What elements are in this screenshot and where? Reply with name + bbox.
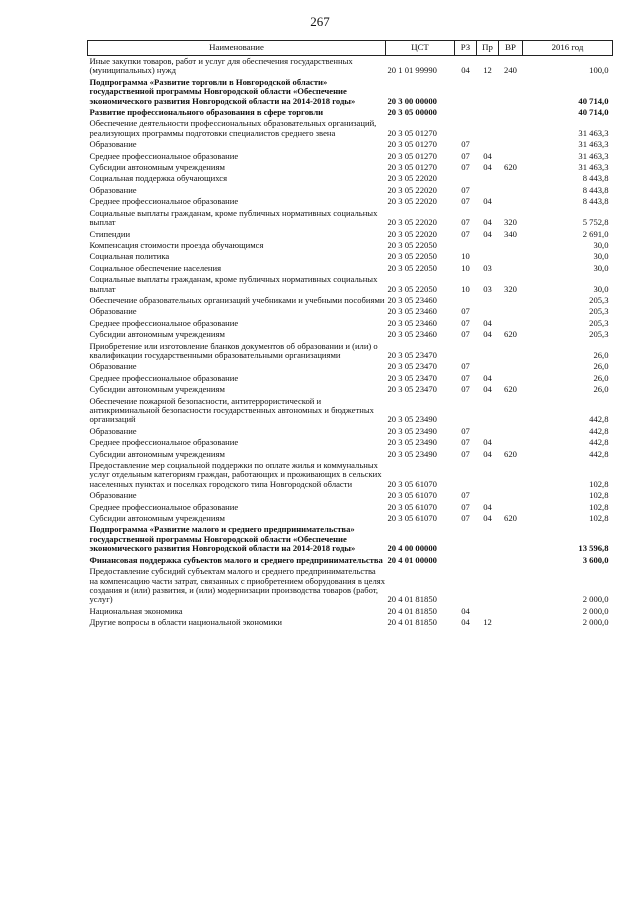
cell-name: Развитие профессионального образования в сфере торговли [89,107,324,118]
cell-val: 26,0 [593,361,609,372]
table-row [88,384,613,395]
cell-rz [455,173,477,184]
cell-vr [499,263,523,274]
cell-cst: 20 3 05 61070 [387,478,437,489]
cell-rz: 04 [461,617,470,628]
table-row [88,617,613,628]
cell-val: 30,0 [593,251,609,262]
cell-cst: 20 3 05 23490 [387,448,437,459]
cell-cst: 20 3 05 61070 [387,513,437,524]
cell-pr [477,173,499,184]
cell-cst: 20 3 05 23470 [387,384,437,395]
cell-vr [499,118,523,139]
cell-name: Подпрограмма «Развитие торговли в Новгородской области» государственной программы Новгородской области «Обеспечение экономического развития Новгородской области на 2014-2018 годы» [89,76,356,106]
cell-val: 8 443,8 [582,184,609,195]
cell-name: Образование [89,306,137,317]
cell-rz: 07 [461,361,470,372]
table-row [88,373,613,384]
table-row [88,437,613,448]
table-row [88,196,613,207]
cell-vr [499,341,523,362]
cell-vr [499,318,523,329]
cell-name: Приобретение или изготовление бланков документов об образовании и (или) о квалификации государственными образовательными организациями [89,340,378,360]
cell-cst: 20 3 05 01270 [387,139,437,150]
cell-name: Образование [89,361,137,372]
cell-cst: 20 3 05 23460 [387,317,437,328]
cell-rz [455,555,477,566]
cell-cst: 20 1 01 99990 [387,65,437,76]
cell-cst: 20 4 01 81850 [387,594,437,605]
cell-cst: 20 3 05 23490 [387,425,437,436]
cell-vr [499,306,523,317]
cell-val: 31 463,3 [578,162,609,173]
cell-cst: 20 3 05 22020 [387,184,437,195]
table-row [88,329,613,340]
cell-vr [499,77,523,107]
cell-val: 26,0 [593,372,609,383]
cell-rz: 07 [461,437,470,448]
cell-val: 26,0 [593,349,609,360]
table-row [88,566,613,606]
cell-rz: 10 [461,251,470,262]
cell-val: 30,0 [593,262,609,273]
cell-vr [499,566,523,606]
table-row [88,524,613,554]
cell-name: Обеспечение образовательных организаций учебниками и учебными пособиями [89,294,385,305]
cell-val: 442,8 [589,414,609,425]
cell-rz: 10 [461,283,470,294]
cell-rz: 07 [461,217,470,228]
cell-val: 205,3 [589,306,609,317]
cell-pr: 03 [483,262,492,273]
cell-name: Социальная политика [89,251,170,262]
cell-val: 205,3 [589,317,609,328]
cell-vr [499,437,523,448]
cell-cst: 20 4 01 81850 [387,605,437,616]
cell-rz: 07 [461,317,470,328]
cell-pr [477,524,499,554]
table-row [88,606,613,617]
cell-rz [455,240,477,251]
cell-name: Образование [89,184,137,195]
table-row [88,306,613,317]
cell-val: 442,8 [589,425,609,436]
cell-name: Предоставление мер социальной поддержки по оплате жилья и коммунальных услуг отдельным категориям граждан, работающих и проживающих в сельских населенных пунктах и поселках городского типа Новгородской области [89,460,382,489]
cell-pr [477,606,499,617]
table-row [88,426,613,437]
cell-vr [499,606,523,617]
cell-pr [477,341,499,362]
table-row [88,341,613,362]
cell-vr: 620 [504,329,517,340]
cell-pr [477,426,499,437]
table-row [88,449,613,460]
cell-rz: 10 [461,262,470,273]
cell-name: Национальная экономика [89,605,183,616]
cell-val: 102,8 [589,501,609,512]
cell-rz: 07 [461,228,470,239]
cell-rz: 07 [461,329,470,340]
cell-pr [477,555,499,566]
cell-rz [455,295,477,306]
cell-cst: 20 3 05 22020 [387,173,437,184]
cell-pr [477,566,499,606]
cell-cst: 20 3 05 22020 [387,217,437,228]
header-pr: Пр [477,41,499,56]
cell-name: Образование [89,139,137,150]
cell-cst: 20 3 05 23490 [387,414,437,425]
table-row [88,56,613,77]
cell-name: Среднее профессиональное образование [89,317,239,328]
table-body [88,56,613,629]
cell-pr: 04 [483,372,492,383]
cell-name: Субсидии автономным учреждениям [89,513,225,524]
cell-name: Субсидии автономным учреждениям [89,384,225,395]
table-row [88,274,613,295]
cell-val: 2 000,0 [582,605,609,616]
header-name: Наименование [88,41,386,56]
cell-vr [499,555,523,566]
cell-pr: 04 [483,317,492,328]
cell-pr [477,251,499,262]
cell-pr [477,185,499,196]
budget-table [87,40,613,629]
cell-val: 8 443,8 [582,196,609,207]
cell-name: Среднее профессиональное образование [89,372,239,383]
cell-pr [477,77,499,107]
cell-vr [499,173,523,184]
table-row [88,502,613,513]
cell-cst: 20 3 05 23460 [387,306,437,317]
cell-pr [477,139,499,150]
cell-cst: 20 3 05 61070 [387,490,437,501]
cell-rz: 07 [461,306,470,317]
table-row [88,460,613,490]
cell-pr [477,396,499,426]
table-row [88,162,613,173]
cell-val: 5 752,8 [582,217,609,228]
cell-pr [477,361,499,372]
cell-pr: 04 [483,217,492,228]
cell-name: Субсидии автономным учреждениям [89,329,225,340]
cell-name: Субсидии автономным учреждениям [89,162,225,173]
table-row [88,139,613,150]
cell-vr [499,490,523,501]
cell-pr: 04 [483,162,492,173]
cell-cst: 20 3 05 22050 [387,251,437,262]
cell-name: Социальное обеспечение населения [89,262,222,273]
cell-name: Предоставление субсидий субъектам малого и среднего предпринимательства на компенсацию части затрат, связанных с приобретением оборудования в целях создания и (или) развития, и (или) модернизации производства товаров (работ, услуг) [89,566,386,605]
cell-vr: 340 [504,228,517,239]
cell-vr [499,151,523,162]
cell-val: 26,0 [593,384,609,395]
cell-val: 102,8 [589,513,609,524]
cell-val: 31 463,3 [578,139,609,150]
cell-val: 100,0 [589,65,609,76]
cell-cst: 20 3 05 23460 [387,294,437,305]
table-row [88,229,613,240]
cell-pr: 04 [483,501,492,512]
cell-rz: 07 [461,448,470,459]
cell-cst: 20 3 05 01270 [387,162,437,173]
cell-vr [499,426,523,437]
table-row [88,318,613,329]
cell-pr [477,306,499,317]
cell-vr: 320 [504,217,517,228]
cell-vr: 620 [504,162,517,173]
cell-cst: 20 3 05 22050 [387,239,437,250]
cell-vr [499,251,523,262]
cell-rz [455,341,477,362]
cell-rz: 07 [461,150,470,161]
cell-vr [499,361,523,372]
cell-name: Обеспечение деятельности профессиональных образовательных организаций, реализующих программы подготовки специалистов среднего звена [89,118,377,138]
table-row [88,208,613,229]
cell-rz: 07 [461,184,470,195]
table-row [88,555,613,566]
cell-cst: 20 4 01 81850 [387,617,437,628]
table-row [88,107,613,118]
cell-vr [499,185,523,196]
cell-pr: 12 [483,65,492,76]
cell-cst: 20 3 05 23490 [387,437,437,448]
cell-val: 102,8 [589,478,609,489]
cell-cst: 20 3 05 22020 [387,228,437,239]
cell-rz: 07 [461,425,470,436]
cell-rz: 07 [461,501,470,512]
cell-name: Среднее профессиональное образование [89,501,239,512]
cell-name: Среднее профессиональное образование [89,437,239,448]
cell-cst: 20 3 05 23470 [387,372,437,383]
cell-val: 31 463,3 [578,127,609,138]
cell-name: Другие вопросы в области национальной экономики [89,617,282,628]
cell-rz [455,566,477,606]
cell-val: 102,8 [589,490,609,501]
cell-rz: 07 [461,372,470,383]
table-row [88,173,613,184]
cell-vr [499,617,523,628]
table-header-row [88,41,613,56]
cell-vr [499,196,523,207]
cell-vr [499,139,523,150]
table-row [88,295,613,306]
cell-val: 13 596,8 [578,543,609,554]
table-row [88,396,613,426]
cell-pr [477,490,499,501]
cell-val: 30,0 [593,283,609,294]
cell-name: Финансовая поддержка субъектов малого и среднего предпринимательства [89,554,383,565]
cell-vr: 320 [504,283,517,294]
cell-rz [455,524,477,554]
table-row [88,240,613,251]
cell-val: 442,8 [589,448,609,459]
cell-rz: 04 [461,65,470,76]
header-vr: ВР [499,41,523,56]
table-row [88,490,613,501]
cell-cst: 20 3 05 22050 [387,262,437,273]
cell-rz: 07 [461,384,470,395]
cell-cst: 20 3 05 23470 [387,361,437,372]
table-row [88,118,613,139]
cell-vr [499,460,523,490]
cell-cst: 20 3 05 22020 [387,196,437,207]
cell-cst: 20 3 05 23470 [387,349,437,360]
cell-val: 30,0 [593,239,609,250]
header-year: 2016 год [523,41,613,56]
cell-cst: 20 3 05 61070 [387,501,437,512]
cell-val: 31 463,3 [578,150,609,161]
cell-pr [477,295,499,306]
cell-vr [499,107,523,118]
cell-val: 2 000,0 [582,594,609,605]
cell-pr: 04 [483,448,492,459]
cell-name: Субсидии автономным учреждениям [89,448,225,459]
cell-cst: 20 3 05 00000 [387,107,437,118]
cell-rz [455,118,477,139]
cell-name: Среднее профессиональное образование [89,150,239,161]
cell-rz: 07 [461,196,470,207]
cell-rz: 07 [461,139,470,150]
cell-cst: 20 3 05 01270 [387,127,437,138]
cell-vr [499,396,523,426]
cell-cst: 20 3 05 01270 [387,150,437,161]
table-row [88,251,613,262]
cell-val: 442,8 [589,437,609,448]
cell-name: Среднее профессиональное образование [89,196,239,207]
cell-rz [455,460,477,490]
cell-name: Стипендии [89,228,131,239]
table-row [88,263,613,274]
cell-pr: 12 [483,617,492,628]
cell-vr: 620 [504,513,517,524]
cell-name: Социальные выплаты гражданам, кроме публичных нормативных социальных выплат [89,274,378,294]
cell-pr: 04 [483,228,492,239]
cell-vr [499,373,523,384]
cell-name: Компенсация стоимости проезда обучающимся [89,239,264,250]
cell-pr: 04 [483,513,492,524]
cell-val: 205,3 [589,329,609,340]
cell-pr: 04 [483,384,492,395]
cell-rz [455,396,477,426]
cell-pr: 03 [483,283,492,294]
cell-name: Образование [89,425,137,436]
cell-name: Социальные выплаты гражданам, кроме публичных нормативных социальных выплат [89,207,378,228]
table-row [88,77,613,107]
cell-name: Подпрограмма «Развитие малого и среднего предпринимательства» государственной программы Новгородской области «Обеспечение экономического развития Новгородской области на 2014-2018 годы» [89,524,356,554]
table-row [88,151,613,162]
header-cst: ЦСТ [386,41,455,56]
cell-val: 2 000,0 [582,617,609,628]
cell-pr: 04 [483,437,492,448]
page-number: 267 [310,14,330,29]
table-row [88,513,613,524]
cell-pr [477,107,499,118]
cell-vr: 620 [504,384,517,395]
cell-val: 40 714,0 [578,95,609,106]
cell-pr [477,460,499,490]
cell-cst: 20 3 05 22050 [387,283,437,294]
cell-rz: 04 [461,605,470,616]
cell-name: Социальная поддержка обучающихся [89,173,228,184]
cell-cst: 20 3 05 23460 [387,329,437,340]
cell-name: Обеспечение пожарной безопасности, антитеррористической и антикриминальной безопасности государственных автономных и бюджетных организаций [89,395,374,425]
cell-val: 3 600,0 [582,554,609,565]
cell-vr: 620 [504,448,517,459]
table-row [88,361,613,372]
cell-name: Образование [89,490,137,501]
cell-rz: 07 [461,513,470,524]
cell-val: 40 714,0 [578,107,609,118]
cell-pr: 04 [483,150,492,161]
cell-pr [477,118,499,139]
cell-cst: 20 3 00 00000 [387,95,437,106]
cell-pr: 04 [483,196,492,207]
cell-vr: 240 [504,65,517,76]
cell-cst: 20 4 01 00000 [387,554,437,565]
table-row [88,185,613,196]
cell-pr: 04 [483,329,492,340]
cell-val: 2 691,0 [582,228,609,239]
cell-pr [477,240,499,251]
header-rz: РЗ [455,41,477,56]
cell-vr [499,240,523,251]
cell-rz: 07 [461,490,470,501]
cell-rz [455,77,477,107]
cell-cst: 20 4 00 00000 [387,543,437,554]
cell-vr [499,524,523,554]
cell-val: 8 443,8 [582,173,609,184]
cell-name: Иные закупки товаров, работ и услуг для обеспечения государственных (муниципальных) нужд [89,56,353,76]
cell-vr [499,295,523,306]
cell-vr [499,502,523,513]
cell-val: 205,3 [589,294,609,305]
cell-rz: 07 [461,162,470,173]
cell-rz [455,107,477,118]
